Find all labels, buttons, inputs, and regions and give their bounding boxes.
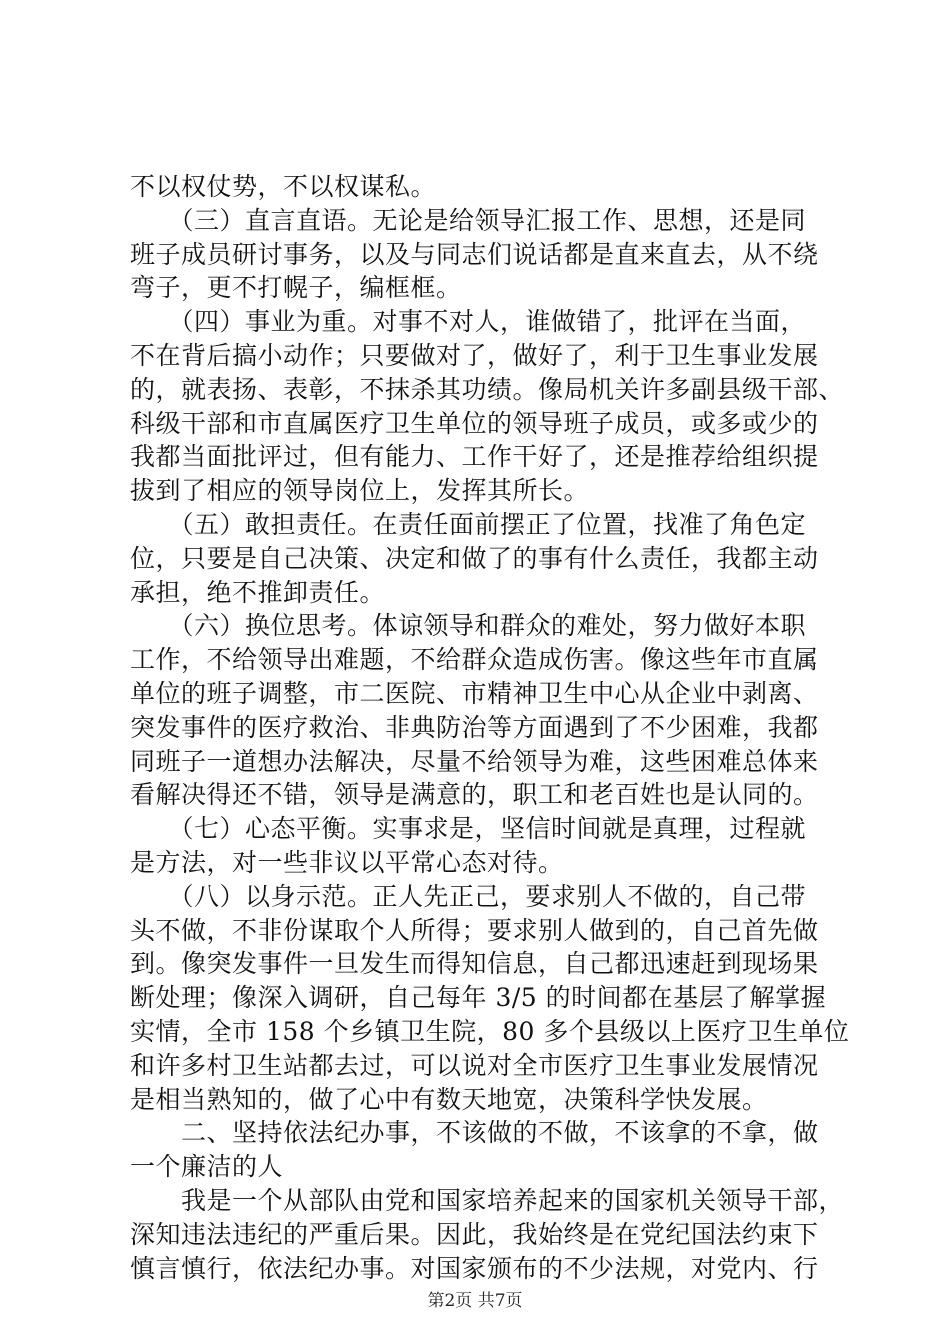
text-line: 位，只要是自己决策、决定和做了的事有什么责任，我都主动	[130, 543, 819, 573]
text-line: （七）心态平衡。实事求是，坚信时间就是真理，过程就	[130, 814, 807, 844]
text-line: 是相当熟知的，做了心中有数天地宽，决策科学快发展。	[130, 1084, 768, 1114]
text-line: 不以权仗势，不以权谋私。	[130, 172, 437, 201]
text-line: 承担，绝不推卸责任。	[130, 577, 386, 607]
text-line: 同班子一道想办法解决，尽量不给领导为难，这些困难总体来	[130, 746, 819, 776]
text-line: 突发事件的医疗救治、非典防治等方面遇到了不少困难，我都	[130, 712, 819, 742]
text-line: 拔到了相应的领导岗位上，发挥其所长。	[130, 476, 590, 506]
text-line: 到。像突发事件一旦发生而得知信息，自己都迅速赶到现场果	[130, 949, 819, 979]
text-line: 科级干部和市直属医疗卫生单位的领导班子成员，或多或少的	[130, 408, 819, 438]
text-line: 弯子，更不打幌子，编框框。	[130, 273, 462, 303]
text-line: 的，就表扬、表彰，不抹杀其功绩。像局机关许多副县级干部、	[130, 374, 845, 404]
text-line: （八）以身示范。正人先正己，要求别人不做的，自己带	[130, 881, 807, 911]
text-line: 慎言慎行，依法纪办事。对国家颁布的不少法规，对党内、行	[130, 1253, 819, 1283]
text-line: 我都当面批评过，但有能力、工作干好了，还是推荐给组织提	[130, 442, 819, 472]
text-line: 实情，全市 158 个乡镇卫生院，80 多个县级以上医疗卫生单位	[130, 1016, 850, 1046]
text-line: 头不做，不非份谋取个人所得；要求别人做到的，自己首先做	[130, 915, 819, 945]
text-line: （四）事业为重。对事不对人，谁做错了，批评在当面，	[130, 307, 807, 337]
text-line: 一个廉洁的人	[130, 1152, 284, 1182]
text-line: 单位的班子调整，市二医院、市精神卫生中心从企业中剥离、	[130, 678, 819, 708]
text-line: 二、坚持依法纪办事，不该做的不做，不该拿的不拿，做	[130, 1118, 819, 1148]
page-footer: 第2页 共7页	[427, 1291, 523, 1311]
text-line: 是方法，对一些非议以平常心态对待。	[130, 847, 564, 877]
text-line: 看解决得还不错，领导是满意的，职工和老百姓也是认同的。	[130, 780, 819, 810]
text-line: 不在背后搞小动作；只要做对了，做好了，利于卫生事业发展	[130, 340, 819, 370]
text-line: 工作，不给领导出难题，不给群众造成伤害。像这些年市直属	[130, 645, 819, 675]
text-line: 和许多村卫生站都去过，可以说对全市医疗卫生事业发展情况	[130, 1050, 819, 1080]
text-line: （六）换位思考。体谅领导和群众的难处，努力做好本职	[130, 611, 807, 641]
text-line: 断处理；像深入调研，自己每年 3/5 的时间都在基层了解掌握	[130, 983, 827, 1013]
text-line: 班子成员研讨事务，以及与同志们说话都是直来直去，从不绕	[130, 239, 819, 269]
text-line: 深知违法违纪的严重后果。因此，我始终是在党纪国法约束下	[130, 1219, 819, 1249]
document-body	[130, 170, 850, 1285]
text-line: 我是一个从部队由党和国家培养起来的国家机关领导干部，	[130, 1185, 845, 1215]
text-line: （五）敢担责任。在责任面前摆正了位置，找准了角色定	[130, 509, 807, 539]
text-line: （三）直言直语。无论是给领导汇报工作、思想，还是同	[130, 205, 807, 235]
